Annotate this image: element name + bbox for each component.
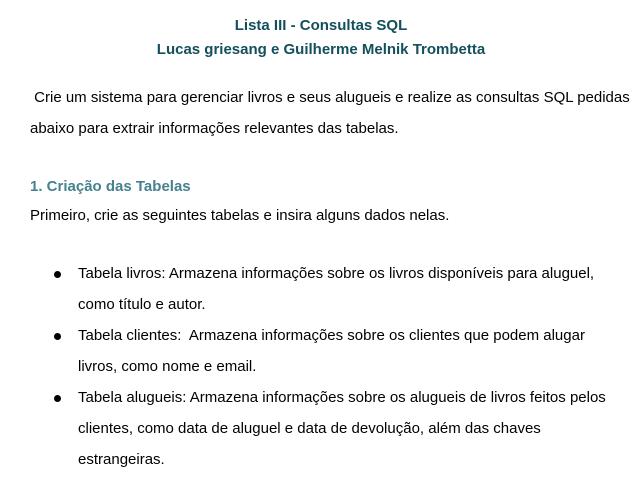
section-paragraph: Primeiro, crie as seguintes tabelas e insira alguns dados nelas. (30, 207, 450, 224)
document-title (0, 14, 642, 62)
bullet-list (0, 258, 642, 475)
list-item-text: Tabela alugueis: Armazena informações sobre os alugueis de livros feitos pelos clientes, como data de aluguel e data de devolução, além das chaves estrangeiras. (78, 389, 606, 468)
bullet-icon (54, 395, 61, 402)
bullet-icon (54, 333, 61, 340)
title-line-1: Lista III - Consultas SQL (234, 17, 408, 34)
intro-paragraph: Crie um sistema para gerenciar livros e seus alugueis e realize as consultas SQL pedidas abaixo para extrair informações relevantes das tabelas. (30, 89, 634, 137)
list-item (0, 320, 642, 382)
list-item-text: Tabela clientes: Armazena informações sobre os clientes que podem alugar livros, como nome e email. (78, 327, 590, 375)
list-item-text: Tabela livros: Armazena informações sobre os livros disponíveis para aluguel, como título e autor. (78, 265, 595, 313)
title-line-2: Lucas griesang e Guilherme Melnik Trombetta (156, 41, 486, 58)
list-item (0, 258, 642, 320)
list-item (0, 382, 642, 475)
bullet-icon (54, 271, 61, 278)
section-heading: 1. Criação das Tabelas (30, 178, 191, 195)
